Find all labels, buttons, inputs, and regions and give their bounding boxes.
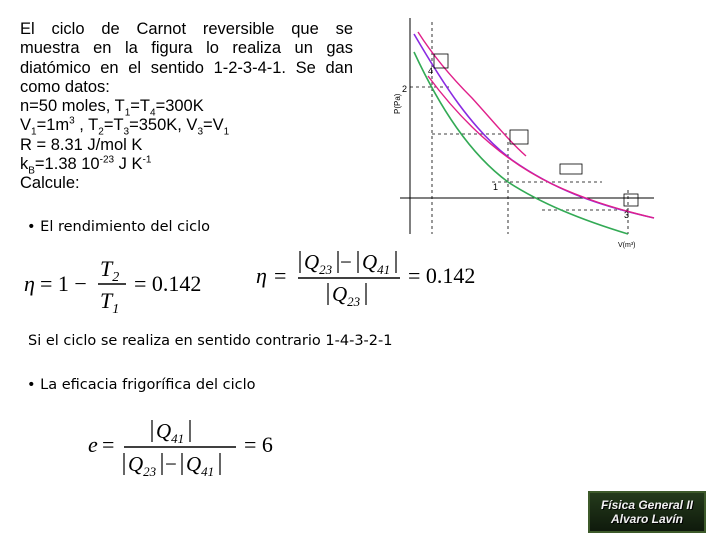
formula3-result: = 6 [244, 432, 273, 457]
efficiency-formula-temperatures [22, 252, 222, 318]
formula2-q41-num: $Q_{41}$ [362, 250, 391, 277]
formula3-minus: − [165, 452, 177, 476]
point-2-label: 2 [402, 84, 408, 94]
point-3-label: 3 [624, 210, 630, 220]
logo-line-1: Física General II [600, 498, 694, 512]
data-moles-temperature: n=50 moles, $T_1=T_4=300K$ [20, 97, 204, 119]
point-1-label: 1 [493, 182, 499, 192]
pv-diagram [392, 12, 667, 252]
reverse-cycle-text: Si el ciclo se realiza en sentido contrario 1-4-3-2-1 [28, 333, 393, 349]
eta-symbol: η [24, 271, 35, 296]
eta-symbol-2: η [256, 263, 267, 288]
formula2-minus: − [340, 250, 352, 274]
problem-line-4: como datos: [20, 77, 110, 96]
bullet-efficiency: • El rendimiento del ciclo [27, 219, 211, 235]
problem-line-2: muestra en la figura lo realiza un gas [20, 39, 353, 58]
formula3-q23-den: $Q_{23}$ [128, 452, 157, 479]
course-logo [588, 491, 706, 533]
calcule-label: Calcule: [20, 174, 80, 193]
formula2-q23-num: $Q_{23}$ [304, 250, 333, 277]
bullet-refrigeration: • La eficacia frigorífica del ciclo [27, 377, 256, 393]
formula3-q41-den: $Q_{41}$ [186, 452, 215, 479]
formula2-result: = 0.142 [408, 263, 476, 288]
formula1-result: = 0.142 [134, 271, 202, 296]
refrigeration-formula [86, 412, 276, 484]
problem-line-3: diatómico en el sentido 1-2-3-4-1. Se dan [20, 58, 353, 77]
formula3-q41-num: $Q_{41}$ [156, 419, 185, 446]
point-4-label: 4 [428, 66, 434, 76]
adiabat-2 [428, 76, 654, 218]
e-symbol: e [88, 432, 98, 457]
formula2-q23-den: $Q_{23}$ [332, 282, 361, 309]
formula1-lhs-rest: = 1 − [40, 271, 87, 296]
efficiency-formula-heats [254, 245, 494, 315]
problem-line-1: El ciclo de Carnot reversible que se [20, 20, 353, 38]
formula2-equals: = [274, 263, 287, 288]
data-gas-constant: R = 8.31 J/mol K [20, 135, 143, 154]
y-axis-label: P(Pa) [393, 93, 402, 114]
isotherm-high [414, 34, 654, 218]
data-volume-temperature: $V_1=1m^3$ , $T_2=T_3=350K$, $V_3=V_1$ [20, 115, 230, 138]
formula3-equals: = [102, 432, 115, 457]
logo-line-2: Alvaro Lavín [610, 512, 684, 526]
formula1-numerator: $T_2$ [100, 256, 120, 285]
data-boltzmann: $k_B=1.38$ $10^{-23}$ J $K^{-1}$ [20, 154, 152, 177]
isotherm-low [414, 52, 628, 234]
problem-statement [20, 20, 353, 194]
x-axis-label: V(m³) [618, 242, 636, 249]
formula1-denominator: $T_1$ [100, 288, 120, 317]
